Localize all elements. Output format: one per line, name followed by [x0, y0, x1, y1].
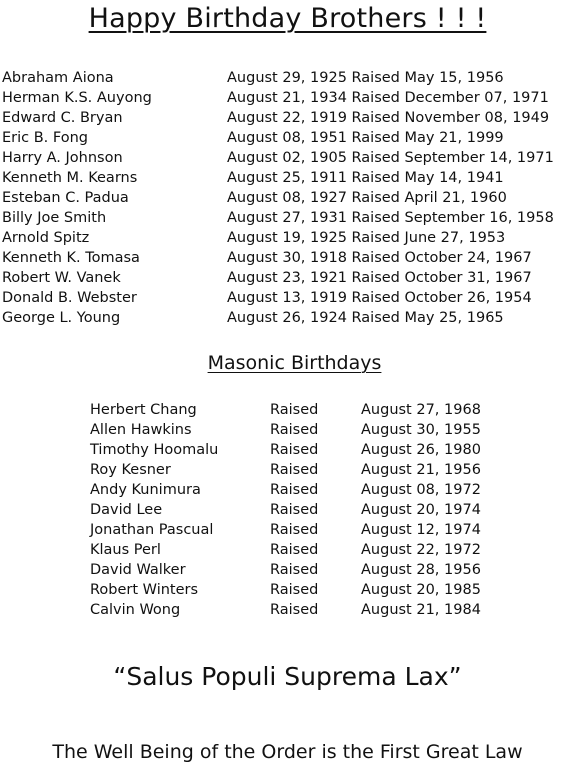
- list-item: [2, 108, 575, 128]
- list-item: [2, 228, 575, 248]
- brother-name: Arnold Spitz: [2, 230, 90, 246]
- footer-text: The Well Being of the Order is the First Great Law: [52, 741, 523, 763]
- list-item: [90, 540, 510, 560]
- raised-label: Raised: [270, 502, 319, 518]
- raised-date: August 22, 1972: [361, 542, 481, 558]
- brother-dates: August 21, 1934 Raised December 07, 1971: [227, 90, 549, 106]
- masonic-birthdays-list: [90, 400, 510, 620]
- raised-label: Raised: [270, 542, 319, 558]
- list-item: [2, 168, 575, 188]
- raised-label: Raised: [270, 402, 319, 418]
- brother-name: Esteban C. Padua: [2, 190, 129, 206]
- raised-date: August 27, 1968: [361, 402, 481, 418]
- brother-name: Kenneth M. Kearns: [2, 170, 138, 186]
- brother-dates: August 13, 1919 Raised October 26, 1954: [227, 290, 532, 306]
- brother-name: Edward C. Bryan: [2, 110, 123, 126]
- list-item: [90, 420, 510, 440]
- brother-name: Herman K.S. Auyong: [2, 90, 152, 106]
- member-name: Allen Hawkins: [90, 422, 192, 438]
- list-item: [2, 148, 575, 168]
- member-name: Timothy Hoomalu: [90, 442, 219, 458]
- raised-label: Raised: [270, 482, 319, 498]
- raised-label: Raised: [270, 422, 319, 438]
- raised-label: Raised: [270, 582, 319, 598]
- page-title: Happy Birthday Brothers ! ! !: [88, 3, 487, 34]
- member-name: Andy Kunimura: [90, 482, 201, 498]
- raised-date: August 30, 1955: [361, 422, 481, 438]
- list-item: [90, 500, 510, 520]
- list-item: [90, 600, 510, 620]
- list-item: [2, 268, 575, 288]
- list-item: [2, 208, 575, 228]
- brother-dates: August 08, 1927 Raised April 21, 1960: [227, 190, 507, 206]
- member-name: Klaus Perl: [90, 542, 161, 558]
- member-name: Roy Kesner: [90, 462, 171, 478]
- list-item: [90, 460, 510, 480]
- list-item: [90, 400, 510, 420]
- list-item: [2, 128, 575, 148]
- member-name: David Walker: [90, 562, 186, 578]
- list-item: [2, 288, 575, 308]
- raised-date: August 21, 1984: [361, 602, 481, 618]
- raised-date: August 26, 1980: [361, 442, 481, 458]
- raised-date: August 21, 1956: [361, 462, 481, 478]
- brother-dates: August 30, 1918 Raised October 24, 1967: [227, 250, 532, 266]
- brother-dates: August 27, 1931 Raised September 16, 1958: [227, 210, 554, 226]
- list-item: [2, 88, 575, 108]
- masonic-birthdays-heading: Masonic Birthdays: [207, 352, 382, 374]
- list-item: [2, 68, 575, 88]
- list-item: [2, 308, 575, 328]
- raised-date: August 08, 1972: [361, 482, 481, 498]
- member-name: Herbert Chang: [90, 402, 197, 418]
- latin-motto: “Salus Populi Suprema Lax”: [113, 662, 462, 691]
- brother-dates: August 19, 1925 Raised June 27, 1953: [227, 230, 506, 246]
- brothers-birthday-list: [2, 68, 575, 328]
- brother-name: Robert W. Vanek: [2, 270, 121, 286]
- raised-date: August 20, 1985: [361, 582, 481, 598]
- brother-name: Abraham Aiona: [2, 70, 114, 86]
- brother-dates: August 29, 1925 Raised May 15, 1956: [227, 70, 504, 86]
- raised-date: August 20, 1974: [361, 502, 481, 518]
- list-item: [90, 560, 510, 580]
- list-item: [90, 520, 510, 540]
- list-item: [2, 188, 575, 208]
- raised-label: Raised: [270, 442, 319, 458]
- brother-name: George L. Young: [2, 310, 121, 326]
- brother-dates: August 08, 1951 Raised May 21, 1999: [227, 130, 504, 146]
- raised-date: August 12, 1974: [361, 522, 481, 538]
- member-name: Robert Winters: [90, 582, 199, 598]
- raised-date: August 28, 1956: [361, 562, 481, 578]
- member-name: Calvin Wong: [90, 602, 181, 618]
- raised-label: Raised: [270, 462, 319, 478]
- brother-name: Donald B. Webster: [2, 290, 137, 306]
- brother-name: Kenneth K. Tomasa: [2, 250, 140, 266]
- list-item: [90, 440, 510, 460]
- brother-dates: August 23, 1921 Raised October 31, 1967: [227, 270, 532, 286]
- list-item: [2, 248, 575, 268]
- brother-dates: August 25, 1911 Raised May 14, 1941: [227, 170, 504, 186]
- raised-label: Raised: [270, 522, 319, 538]
- member-name: Jonathan Pascual: [90, 522, 214, 538]
- brother-name: Harry A. Johnson: [2, 150, 123, 166]
- raised-label: Raised: [270, 562, 319, 578]
- raised-label: Raised: [270, 602, 319, 618]
- member-name: David Lee: [90, 502, 163, 518]
- brother-name: Billy Joe Smith: [2, 210, 107, 226]
- brother-name: Eric B. Fong: [2, 130, 88, 146]
- brother-dates: August 26, 1924 Raised May 25, 1965: [227, 310, 504, 326]
- list-item: [90, 480, 510, 500]
- list-item: [90, 580, 510, 600]
- brother-dates: August 02, 1905 Raised September 14, 1971: [227, 150, 554, 166]
- brother-dates: August 22, 1919 Raised November 08, 1949: [227, 110, 550, 126]
